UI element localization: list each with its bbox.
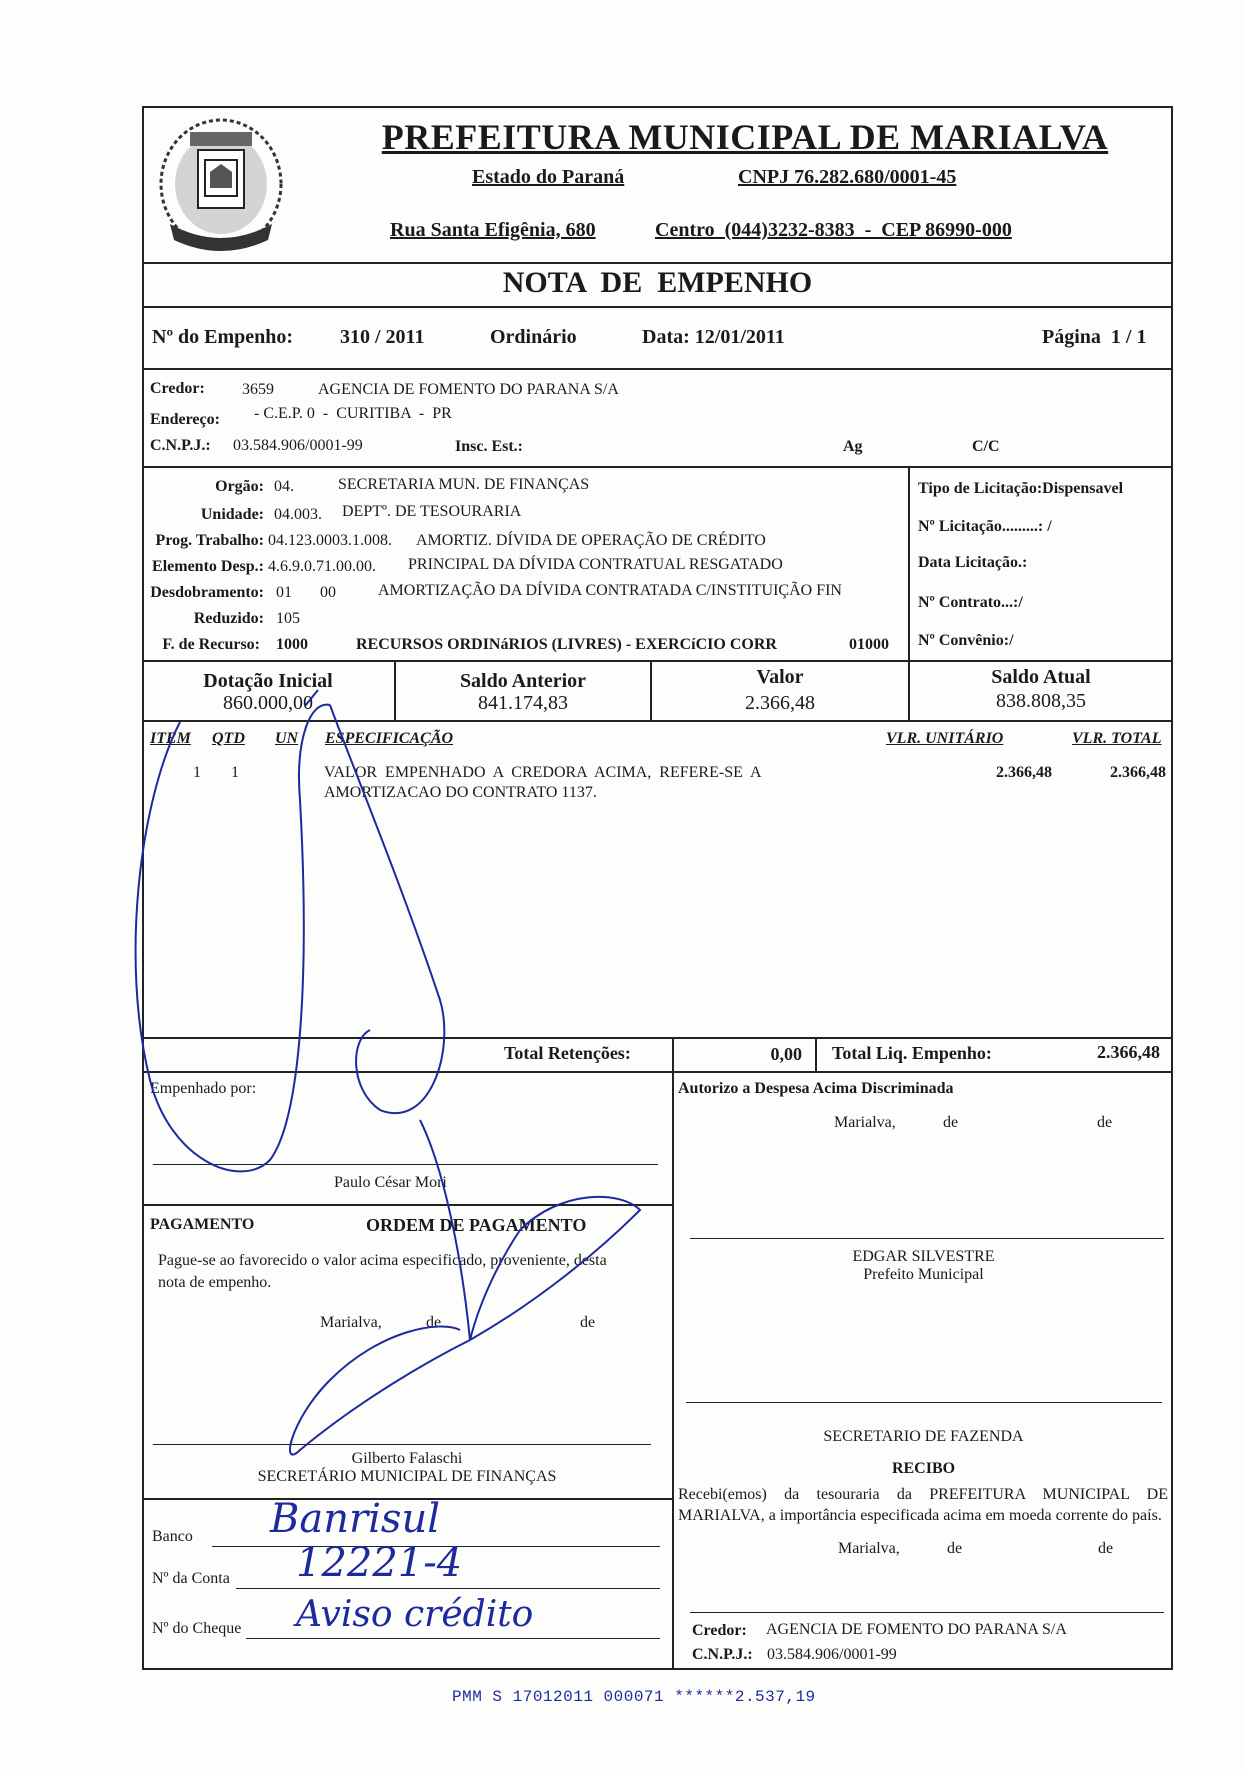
recibo-cnpj-label: C.N.P.J.: [692,1646,753,1663]
retencoes-label: Total Retenções: [504,1043,631,1063]
reduzido-label: Reduzido: [193,610,264,627]
empenhado-label: Empenhado por: [150,1080,257,1097]
row-desc-line2: AMORTIZACAO DO CONTRATO 1137. [324,784,597,801]
fonte-label: F. de Recurso: [162,636,260,653]
ag-label: Ag [843,438,863,455]
liq-empenho-label: Total Liq. Empenho: [832,1043,992,1063]
cnpj-credor-label: C.N.P.J.: [150,437,211,454]
pagamento-de1: de [426,1314,442,1331]
cc-label: C/C [972,438,1000,455]
orgao-desc: SECRETARIA MUN. DE FINANÇAS [338,476,590,493]
conta-value[interactable]: 12221-4 [296,1540,463,1586]
document-title: NOTA DE EMPENHO [502,266,813,299]
autorizo-de2: de [1097,1114,1113,1131]
recibo-cnpj: 03.584.906/0001-99 [767,1646,897,1663]
dotacao-label: Dotação Inicial [203,670,333,692]
elem-code: 4.6.9.0.71.00.00. [268,558,376,575]
cnpj-credor-value: 03.584.906/0001-99 [233,437,363,454]
pagamento-label: PAGAMENTO [150,1216,255,1233]
prog-code: 04.123.0003.1.008. [268,532,392,549]
row-vlr-total: 2.366,48 [1110,764,1166,781]
orgao-code: 04. [274,478,294,495]
address-label: Rua Santa Efigênia, 680 [390,219,596,241]
col-un-header: UN [275,730,299,747]
unidade-label: Unidade: [200,506,264,523]
ordem-pagamento-label: ORDEM DE PAGAMENTO [366,1215,587,1235]
col-item-header: ITEM [150,730,191,747]
recibo-credor-name: AGENCIA DE FOMENTO DO PARANA S/A [766,1621,1067,1638]
col-qtd-header: QTD [212,730,245,747]
numero-licitacao: Nº Licitação.........: / [918,518,1052,535]
col-especificacao-header: ESPECIFICAÇÃO [325,730,454,747]
recibo-label: RECIBO [891,1460,956,1477]
fonte-num: 01000 [849,636,889,653]
saldo-anterior-label: Saldo Anterior [459,670,587,692]
secretario-fazenda: SECRETARIO DE FAZENDA [823,1428,1024,1445]
numero-convenio: Nº Convênio:/ [918,632,1014,649]
banco-label: Banco [152,1528,193,1545]
saldo-anterior-value: 841.174,83 [478,692,568,714]
endereco-label: Endereço: [150,411,220,428]
cheque-label: Nº do Cheque [152,1620,242,1637]
cnpj-label: CNPJ 76.282.680/0001-45 [738,166,957,188]
prefeito-name: EDGAR SILVESTRE [852,1248,995,1265]
orgao-label: Orgão: [215,478,264,495]
desd-label: Desdobramento: [150,584,264,601]
empenho-type: Ordinário [490,326,577,348]
recibo-de2: de [1098,1540,1114,1557]
endereco-value: - C.E.P. 0 - CURITIBA - PR [254,405,452,422]
empenho-number: 310 / 2011 [340,326,425,348]
fonte-code: 1000 [276,636,308,653]
valor-value: 2.366,48 [745,692,815,714]
elem-desc: PRINCIPAL DA DÍVIDA CONTRATUAL RESGATADO [408,556,783,573]
page-number: Página 1 / 1 [1042,326,1147,348]
saldo-atual-label: Saldo Atual [991,666,1091,688]
reduzido-code: 105 [276,610,300,627]
credor-code: 3659 [242,381,274,398]
unidade-desc: DEPTº. DE TESOURARIA [342,503,522,520]
prog-label: Prog. Trabalho: [155,532,264,549]
desd-desc: AMORTIZAÇÃO DA DÍVIDA CONTRATADA C/INSTITUIÇÃO FIN [378,582,842,599]
row-vlr-unitario: 2.366,48 [996,764,1052,781]
recibo-place: Marialva, [838,1540,900,1557]
secretario-name: Gilberto Falaschi [351,1450,463,1467]
prog-desc: AMORTIZ. DÍVIDA DE OPERAÇÃO DE CRÉDITO [416,532,766,549]
valor-label: Valor [756,666,804,688]
numero-contrato: Nº Contrato...:/ [918,594,1023,611]
page-title: PREFEITURA MUNICIPAL DE MARIALVA [381,117,1109,157]
recibo-text: Recebi(emos) da tesouraria da PREFEITURA MUNICIPAL DE MARIALVA, a importância especificada acima em moeda corrente do país. [678,1486,1168,1524]
fonte-desc: RECURSOS ORDINáRIOS (LIVRES) - EXERCíCIO CORR [356,636,777,653]
autorizo-de1: de [943,1114,959,1131]
elem-label: Elemento Desp.: [152,558,264,575]
payment-stamp: PMM S 17012011 000071 ******2.537,19 [452,1688,816,1706]
insc-est-label: Insc. Est.: [455,438,524,455]
empenho-number-label: Nº do Empenho: [152,326,294,348]
pagamento-text-1: Pague-se ao favorecido o valor acima especificado, proveniente, desta [158,1252,607,1269]
retencoes-value: 0,00 [770,1044,802,1064]
credor-name: AGENCIA DE FOMENTO DO PARANA S/A [318,381,619,398]
autorizo-place: Marialva, [834,1114,896,1131]
dotacao-value: 860.000,00 [223,692,313,714]
autorizo-label: Autorizo a Despesa Acima Discriminada [678,1080,954,1097]
col-vlr-unitario-header: VLR. UNITÁRIO [886,730,1004,747]
banco-value[interactable]: Banrisul [270,1496,440,1542]
tipo-licitacao: Tipo de Licitação:Dispensavel [918,480,1124,497]
row-item: 1 [193,764,201,781]
empenhado-name: Paulo César Mori [334,1174,447,1191]
recibo-de1: de [947,1540,963,1557]
prefeito-title: Prefeito Municipal [863,1266,984,1283]
saldo-atual-value: 838.808,35 [996,690,1086,712]
col-vlr-total-header: VLR. TOTAL [1072,730,1162,747]
contact-label: Centro (044)3232-8383 - CEP 86990-000 [655,219,1012,241]
credor-label: Credor: [150,380,205,397]
state-label: Estado do Paraná [472,166,625,188]
pagamento-text-2: nota de empenho. [158,1274,272,1291]
empenho-date: Data: 12/01/2011 [642,326,785,348]
row-desc-line1: VALOR EMPENHADO A CREDORA ACIMA, REFERE-SE A [324,764,762,781]
desd-code: 01 00 [276,584,336,601]
data-licitacao: Data Licitação.: [918,554,1028,571]
pagamento-de2: de [580,1314,596,1331]
recibo-credor-label: Credor: [692,1622,747,1639]
pagamento-place: Marialva, [320,1314,382,1331]
liq-empenho-value: 2.366,48 [1097,1042,1160,1062]
secretario-title: SECRETÁRIO MUNICIPAL DE FINANÇAS [257,1468,557,1485]
unidade-code: 04.003. [274,506,322,523]
row-qtd: 1 [231,764,239,781]
conta-label: Nº da Conta [152,1570,230,1587]
cheque-value[interactable]: Aviso crédito [296,1594,534,1635]
